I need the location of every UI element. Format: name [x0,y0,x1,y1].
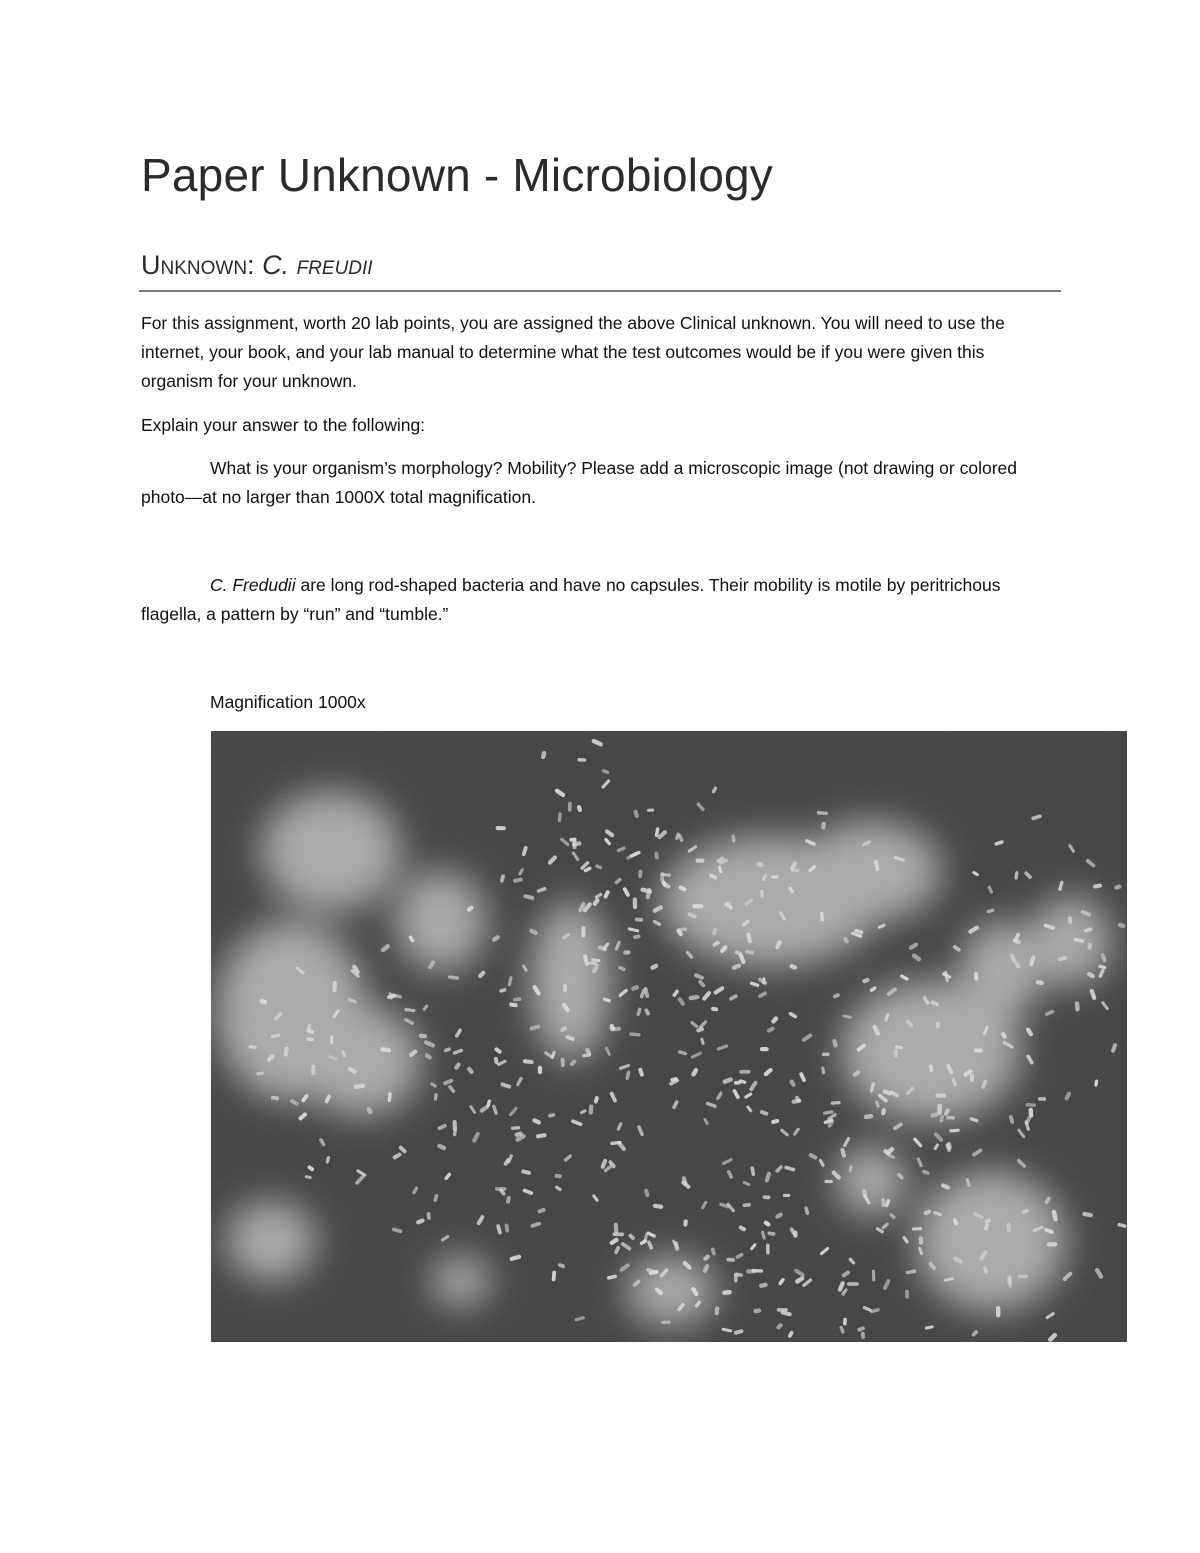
answer-paragraph [141,571,1061,629]
assignment-paragraph: For this assignment, worth 20 lab points, you are assigned the above Clinical unknown. You will need to use the internet, your book, and your lab manual to determine what the test outcomes would be if you were given this organism for your unknown. [141,313,1005,391]
answer-organism: C. Fredudii [210,575,296,595]
heading-divider [139,290,1061,292]
question-paragraph: What is your organism’s morphology? Mobility? Please add a microscopic image (not drawing or colored photo—at no larger than 1000X total magnification. [141,458,1017,507]
image-caption: Magnification 1000x [210,692,366,712]
answer-text: are long rod-shaped bacteria and have no capsules. Their mobility is motile by peritrichous flagella, a pattern by “run” and “tumble.” [141,575,1001,624]
unknown-label: Unknown: [141,250,255,280]
instruction-paragraph: Explain your answer to the following: [141,415,426,435]
unknown-organism: C. freudii [262,250,373,280]
microscope-image [211,731,1127,1342]
document-title: Paper Unknown - Microbiology [141,149,773,201]
unknown-heading [141,250,373,281]
